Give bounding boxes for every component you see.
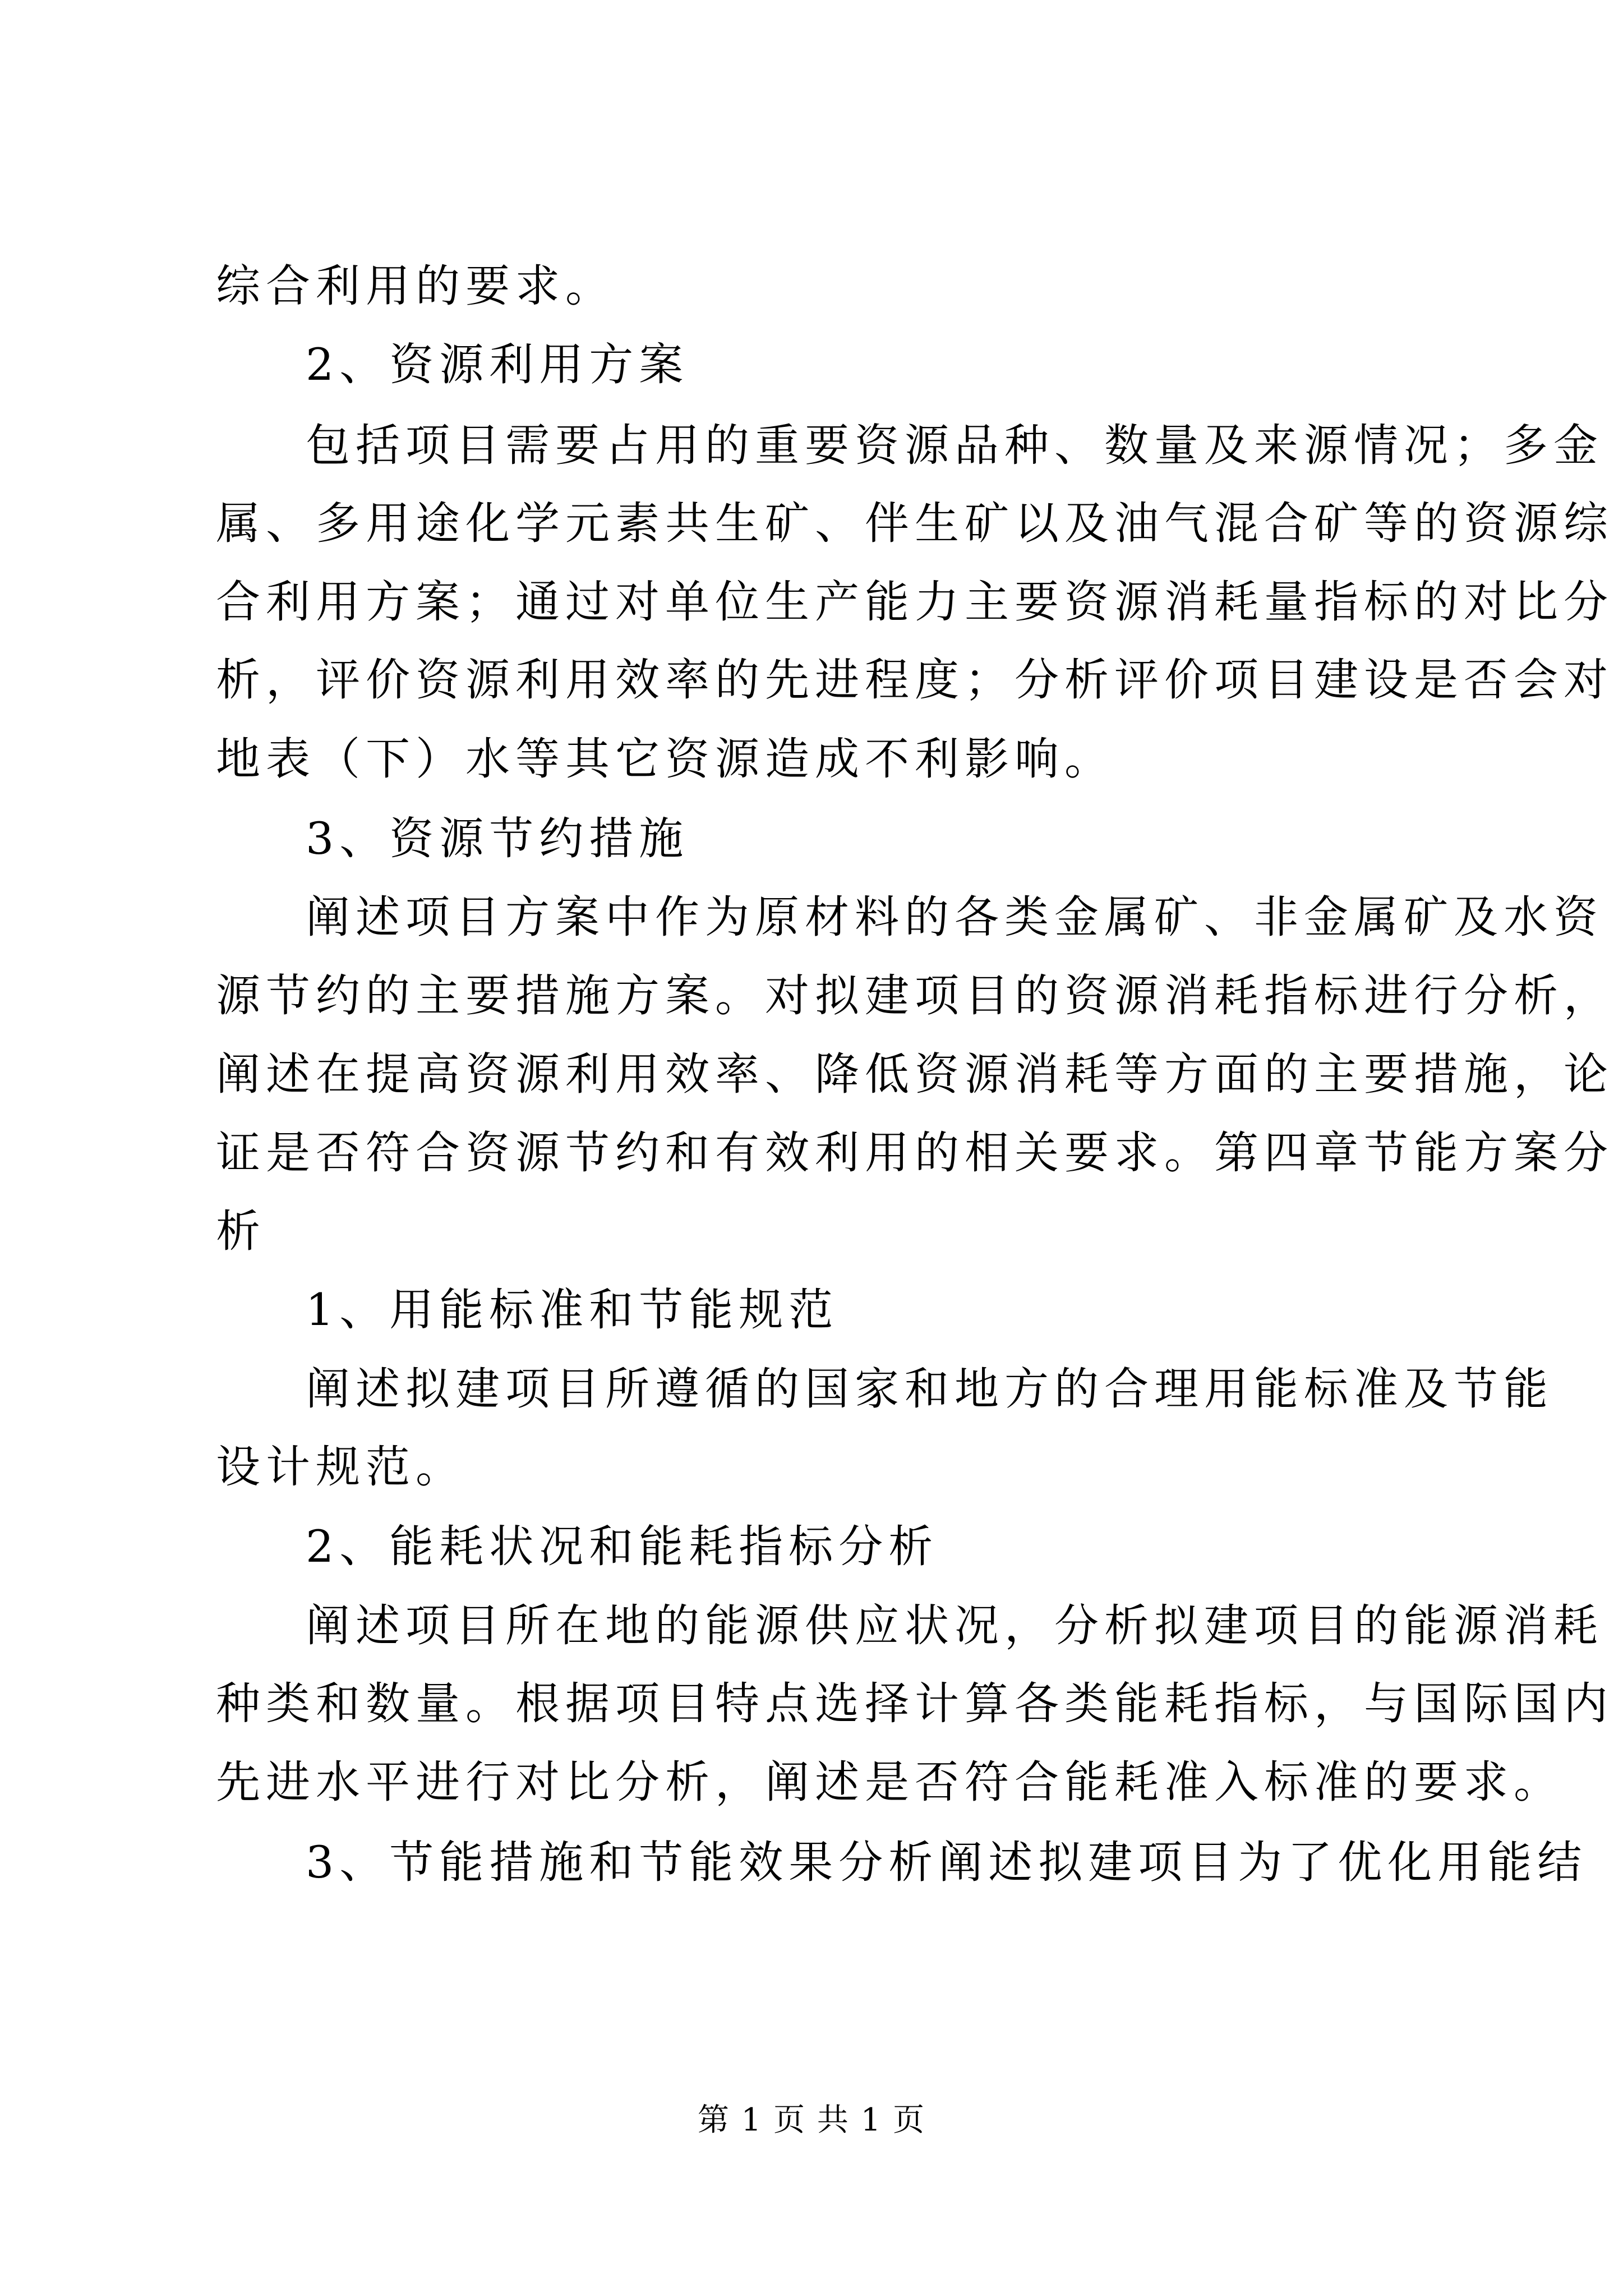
section-heading: 2、能耗状况和能耗指标分析 (306, 1521, 939, 1572)
text-line: 阐述在提高资源利用效率、降低资源消耗等方面的主要措施，论 (216, 1048, 1613, 1100)
page-number-footer: 第 1 页 共 1 页 (697, 2102, 926, 2138)
text-line: 地表（下）水等其它资源造成不利影响。 (216, 733, 1114, 785)
text-line: 源节约的主要措施方案。对拟建项目的资源消耗指标进行分析， (216, 970, 1613, 1022)
text-line: 合利用方案；通过对单位生产能力主要资源消耗量指标的对比分 (216, 576, 1613, 628)
text-line: 综合利用的要求。 (216, 260, 615, 312)
section-heading: 3、资源节约措施 (306, 813, 689, 864)
text-line: 析，评价资源利用效率的先进程度；分析评价项目建设是否会对 (216, 654, 1613, 706)
text-line: 阐述拟建项目所遵循的国家和地方的合理用能标准及节能 (306, 1363, 1553, 1415)
text-line: 包括项目需要占用的重要资源品种、数量及来源情况；多金 (306, 420, 1603, 471)
text-line: 析 (216, 1205, 266, 1257)
text-line: 属、多用途化学元素共生矿、伴生矿以及油气混合矿等的资源综 (216, 498, 1613, 549)
text-line: 阐述项目方案中作为原材料的各类金属矿、非金属矿及水资 (306, 891, 1603, 943)
text-line: 证是否符合资源节约和有效利用的相关要求。第四章节能方案分 (216, 1127, 1613, 1179)
text-line: 先进水平进行对比分析，阐述是否符合能耗准入标准的要求。 (216, 1756, 1564, 1808)
text-line: 设计规范。 (216, 1441, 465, 1493)
text-line: 3、节能措施和节能效果分析阐述拟建项目为了优化用能结 (306, 1837, 1588, 1888)
text-line: 种类和数量。根据项目特点选择计算各类能耗指标，与国际国内 (216, 1678, 1613, 1729)
section-heading: 2、资源利用方案 (306, 339, 689, 390)
section-heading: 1、用能标准和节能规范 (306, 1284, 839, 1336)
text-line: 阐述项目所在地的能源供应状况，分析拟建项目的能源消耗 (306, 1600, 1603, 1651)
